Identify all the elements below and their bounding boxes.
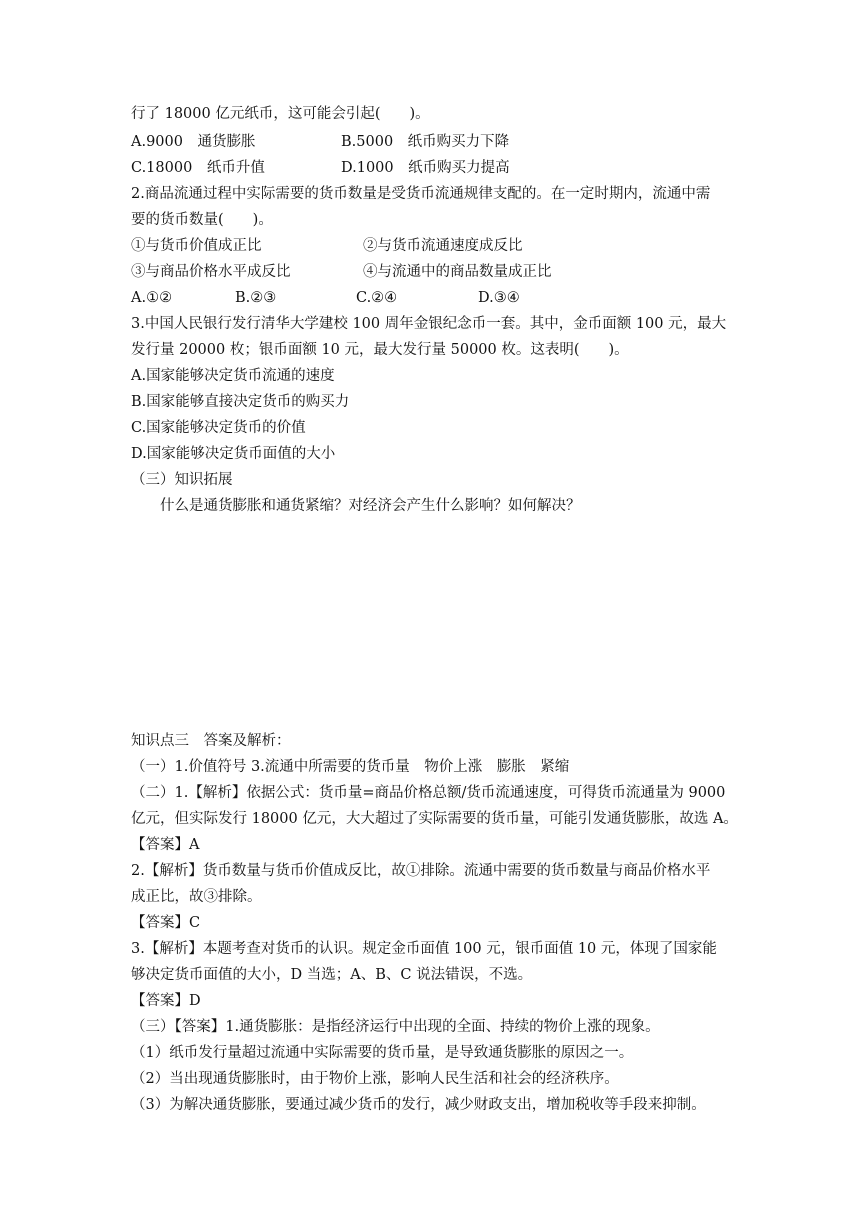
answer-q2-explanation-line-2: 成正比，故③排除。 — [131, 889, 262, 905]
q1-stem-continued: 行了 18000 亿元纸币，这可能会引起( )。 — [131, 106, 430, 122]
answer-q3-result: 【答案】D — [131, 993, 201, 1009]
answer-part-1: （一）1.价值符号 3.流通中所需要的货币量 物价上涨 膨胀 紧缩 — [131, 759, 570, 775]
q2-option-a: A.①② — [131, 290, 173, 306]
q2-statement-2: ②与货币流通速度成反比 — [363, 238, 523, 254]
answer-q2-result: 【答案】C — [131, 915, 201, 931]
answers-heading: 知识点三 答案及解析： — [131, 733, 291, 749]
q3-option-a: A.国家能够决定货币流通的速度 — [131, 368, 335, 384]
extension-question: 什么是通货膨胀和通货紧缩？对经济会产生什么影响？如何解决？ — [160, 498, 581, 514]
q1-option-c: C.18000 纸币升值 — [131, 160, 265, 176]
q2-option-d: D.③④ — [478, 290, 520, 306]
q2-stem-line-2: 要的货币数量( )。 — [131, 212, 273, 228]
answer-q3-explanation-line-1: 3.【解析】本题考查对货币的认识。规定金币面值 100 元，银币面值 10 元，体现了国家能 — [131, 941, 717, 957]
q1-option-b: B.5000 纸币购买力下降 — [341, 134, 510, 150]
answer-q1-explanation-line-2: 亿元，但实际发行 18000 亿元，大大超过了实际需要的货币量，可能引发通货膨胀，故选 A。 — [131, 811, 738, 827]
answer-part-3-definition: （三）【答案】1.通货膨胀：是指经济运行中出现的全面、持续的物价上涨的现象。 — [131, 1019, 660, 1035]
q3-option-c: C.国家能够决定货币的价值 — [131, 420, 306, 436]
answer-q1-result: 【答案】A — [131, 837, 200, 853]
answer-part-3-point-2: （2）当出现通货膨胀时，由于物价上涨，影响人民生活和社会的经济秩序。 — [131, 1071, 619, 1087]
q3-option-d: D.国家能够决定货币面值的大小 — [131, 446, 336, 462]
q2-statement-4: ④与流通中的商品数量成正比 — [363, 264, 552, 280]
answer-part-3-point-3: （3）为解决通货膨胀，要通过减少货币的发行，减少财政支出，增加税收等手段来抑制。 — [131, 1097, 706, 1113]
answer-q2-explanation-line-1: 2.【解析】货币数量与货币价值成反比，故①排除。流通中需要的货币数量与商品价格水平 — [131, 863, 711, 879]
q3-option-b: B.国家能够直接决定货币的购买力 — [131, 394, 350, 410]
section-heading-extension: （三）知识拓展 — [131, 472, 233, 488]
q3-stem-line-1: 3.中国人民银行发行清华大学建校 100 周年金银纪念币一套。其中，金币面额 100 元，最大 — [131, 316, 727, 332]
q2-stem-line-1: 2.商品流通过程中实际需要的货币数量是受货币流通规律支配的。在一定时期内，流通中需 — [131, 186, 711, 202]
q2-option-b: B.②③ — [235, 290, 277, 306]
answer-part-3-point-1: （1）纸币发行量超过流通中实际需要的货币量，是导致通货膨胀的原因之一。 — [131, 1045, 634, 1061]
q1-option-d: D.1000 纸币购买力提高 — [341, 160, 510, 176]
q1-option-a: A.9000 通货膨胀 — [131, 134, 256, 150]
q2-statement-1: ①与货币价值成正比 — [131, 238, 262, 254]
q2-option-c: C.②④ — [356, 290, 398, 306]
q3-stem-line-2: 发行量 20000 枚；银币面额 10 元，最大发行量 50000 枚。这表明( )。 — [131, 342, 629, 358]
answer-q1-explanation-line-1: （二）1.【解析】依据公式：货币量=商品价格总额/货币流通速度，可得货币流通量为 9000 — [131, 785, 726, 801]
answer-q3-explanation-line-2: 够决定货币面值的大小，D 当选；A、B、C 说法错误，不选。 — [131, 967, 533, 983]
q2-statement-3: ③与商品价格水平成反比 — [131, 264, 291, 280]
